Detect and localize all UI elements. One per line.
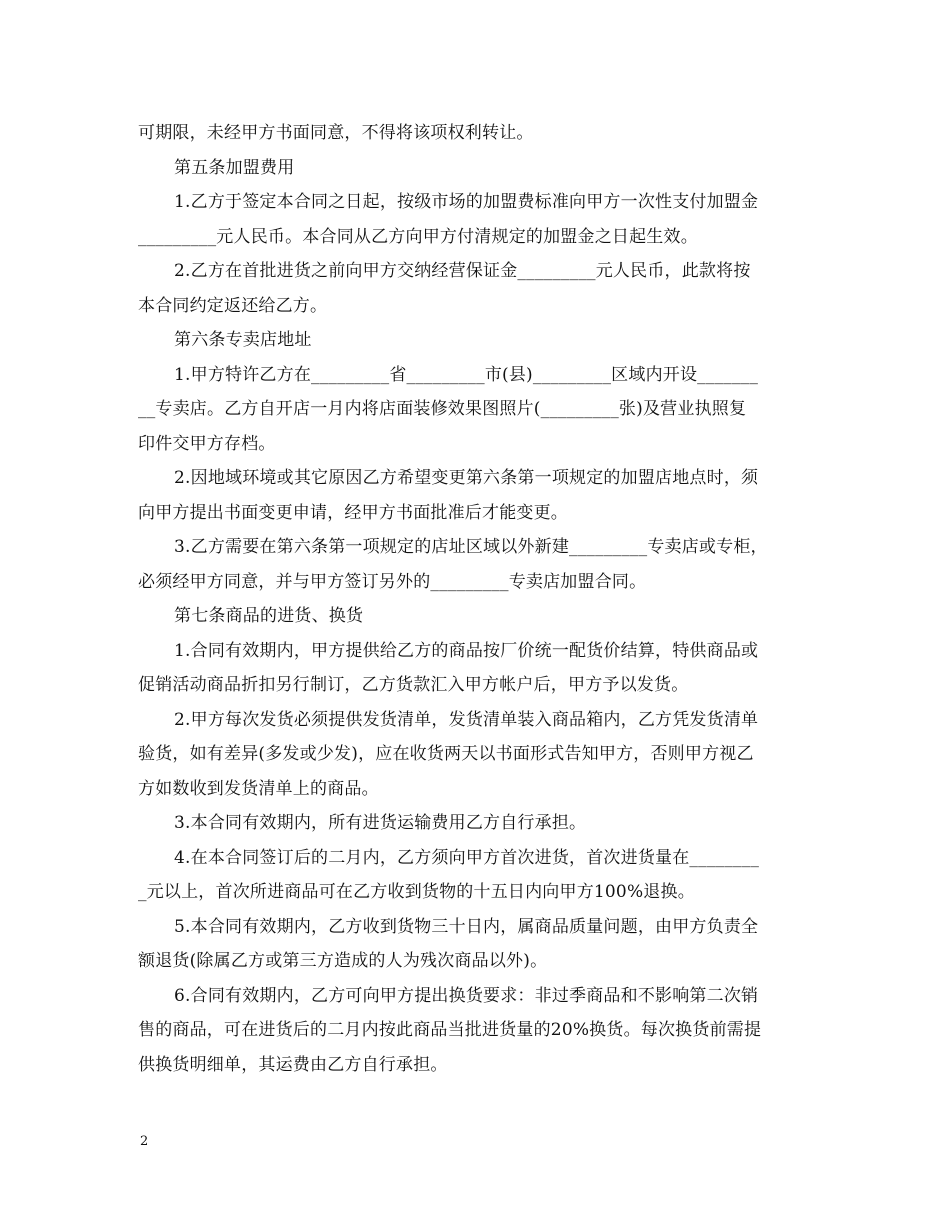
document-line: 方如数收到发货清单上的商品。 bbox=[138, 778, 379, 799]
document-line: 3.本合同有效期内，所有进货运输费用乙方自行承担。 bbox=[174, 813, 587, 833]
document-line: 供换货明细单，其运费由乙方自行承担。 bbox=[138, 1054, 448, 1075]
document-line: 6.合同有效期内，乙方可向甲方提出换货要求：非过季商品和不影响第二次销 bbox=[174, 985, 759, 1006]
document-line: _元以上，首次所进商品可在乙方收到货物的十五日内向甲方100%退换。 bbox=[138, 882, 695, 902]
document-line: 1.乙方于签定本合同之日起，按级市场的加盟费标准向甲方一次性支付加盟金 bbox=[174, 192, 759, 212]
document-line: 促销活动商品折扣另行制订，乙方货款汇入甲方帐户后，甲方予以发货。 bbox=[138, 675, 689, 695]
document-line: __专卖店。乙方自开店一月内将店面装修效果图照片(_________张)及营业执照复 bbox=[138, 399, 747, 419]
document-line: 4.在本合同签订后的二月内，乙方须向甲方首次进货，首次进货量在________ bbox=[174, 847, 760, 868]
document-line: 额退货(除属乙方或第三方造成的人为残次商品以外)。 bbox=[138, 951, 548, 971]
document-line: 2.乙方在首批进货之前向甲方交纳经营保证金_________元人民币，此款将按 bbox=[174, 261, 751, 281]
document-line: 验货，如有差异(多发或少发)，应在收货两天以书面形式告知甲方，否则甲方视乙 bbox=[138, 744, 754, 764]
document-line: 5.本合同有效期内，乙方收到货物三十日内，属商品质量问题，由甲方负责全 bbox=[174, 916, 759, 937]
document-line: 必须经甲方同意，并与甲方签订另外的_________专卖店加盟合同。 bbox=[138, 571, 647, 592]
document-line: 印件交甲方存档。 bbox=[138, 433, 276, 454]
document-line: 2.甲方每次发货必须提供发货清单，发货清单装入商品箱内，乙方凭发货清单 bbox=[174, 709, 759, 730]
document-line: 第七条商品的进货、换货 bbox=[174, 606, 364, 626]
document-line: 1.合同有效期内，甲方提供给乙方的商品按厂价统一配货价结算，特供商品或 bbox=[174, 640, 759, 661]
document-line: 1.甲方特许乙方在_________省_________市(县)_________区域内开设_______ bbox=[174, 364, 759, 385]
document-line: 3.乙方需要在第六条第一项规定的店址区域以外新建_________专卖店或专柜， bbox=[174, 537, 768, 557]
document-line: 售的商品，可在进货后的二月内按此商品当批进货量的20%换货。每次换货前需提 bbox=[138, 1020, 762, 1040]
document-line: _________元人民币。本合同从乙方向甲方付清规定的加盟金之日起生效。 bbox=[138, 226, 698, 247]
document-line: 第六条专卖店地址 bbox=[174, 330, 312, 350]
document-line: 2.因地域环境或其它原因乙方希望变更第六条第一项规定的加盟店地点时，须 bbox=[174, 468, 759, 488]
document-body bbox=[138, 116, 812, 1082]
document-line: 向甲方提出书面变更申请，经甲方书面批准后才能变更。 bbox=[138, 502, 568, 523]
document-line: 可期限，未经甲方书面同意，不得将该项权利转让。 bbox=[138, 123, 534, 143]
document-line: 本合同约定返还给乙方。 bbox=[138, 295, 328, 316]
document-line: 第五条加盟费用 bbox=[174, 157, 295, 178]
page-number: 2 bbox=[140, 1134, 149, 1149]
